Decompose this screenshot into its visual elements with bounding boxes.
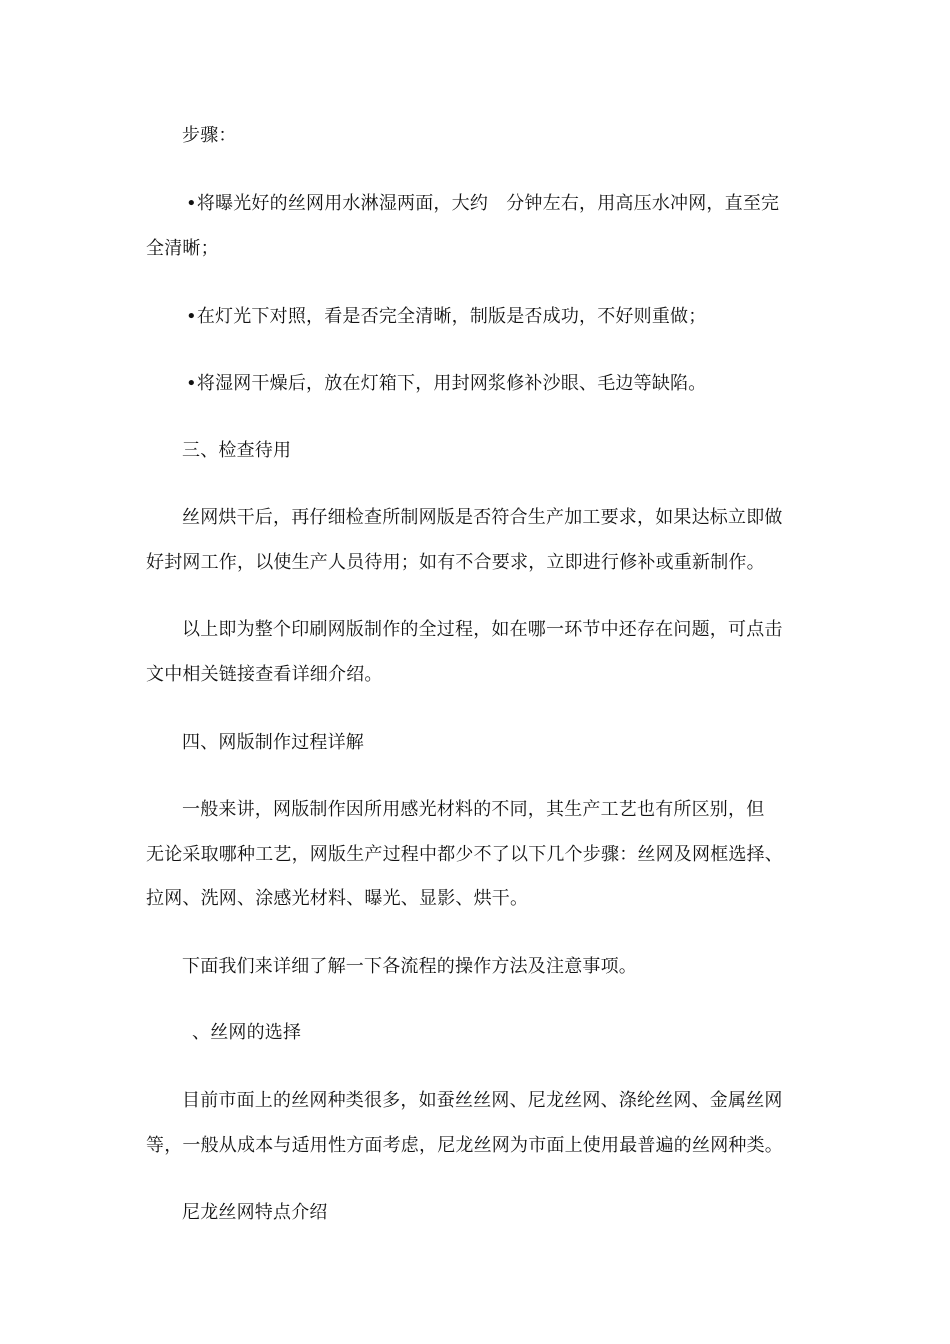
- paragraph-5-line-2: 等，一般从成本与适用性方面考虑，尼龙丝网为市面上使用最普遍的丝网种类。: [146, 1135, 783, 1156]
- paragraph-5-line-1: 目前市面上的丝网种类很多，如蚕丝丝网、尼龙丝网、涤纶丝网、金属丝网: [182, 1090, 783, 1111]
- bullet-item-1-line-1: •将曝光好的丝网用水淋湿两面，大约 分钟左右，用高压水冲网，直至完: [186, 193, 780, 214]
- bullet-item-3: •将湿网干燥后，放在灯箱下，用封网浆修补沙眼、毛边等缺陷。: [186, 373, 707, 394]
- paragraph-6: 尼龙丝网特点介绍: [182, 1202, 328, 1223]
- paragraph-1-line-1: 丝网烘干后，再仔细检查所制网版是否符合生产加工要求，如果达标立即做: [182, 507, 783, 528]
- bullet-item-2: •在灯光下对照，看是否完全清晰，制版是否成功，不好则重做；: [186, 306, 707, 327]
- section-3-title: 三、检查待用: [182, 440, 292, 461]
- paragraph-4: 下面我们来详细了解一下各流程的操作方法及注意事项。: [182, 956, 637, 977]
- paragraph-2-line-2: 文中相关链接查看详细介绍。: [146, 664, 383, 685]
- paragraph-3-line-3: 拉网、洗网、涂感光材料、曝光、显影、烘干。: [146, 888, 529, 909]
- subsection-1-title: 、丝网的选择: [192, 1022, 302, 1043]
- paragraph-3-line-2: 无论采取哪种工艺，网版生产过程中都少不了以下几个步骤：丝网及网框选择、: [146, 844, 783, 865]
- bullet-item-1-line-2: 全清晰；: [146, 238, 219, 259]
- paragraph-3-line-1: 一般来讲，网版制作因所用感光材料的不同，其生产工艺也有所区别，但: [182, 799, 765, 820]
- paragraph-2-line-1: 以上即为整个印刷网版制作的全过程，如在哪一环节中还存在问题，可点击: [182, 619, 783, 640]
- paragraph-1-line-2: 好封网工作，以使生产人员待用；如有不合要求，立即进行修补或重新制作。: [146, 552, 765, 573]
- section-4-title: 四、网版制作过程详解: [182, 732, 364, 753]
- steps-label: 步骤：: [182, 125, 237, 146]
